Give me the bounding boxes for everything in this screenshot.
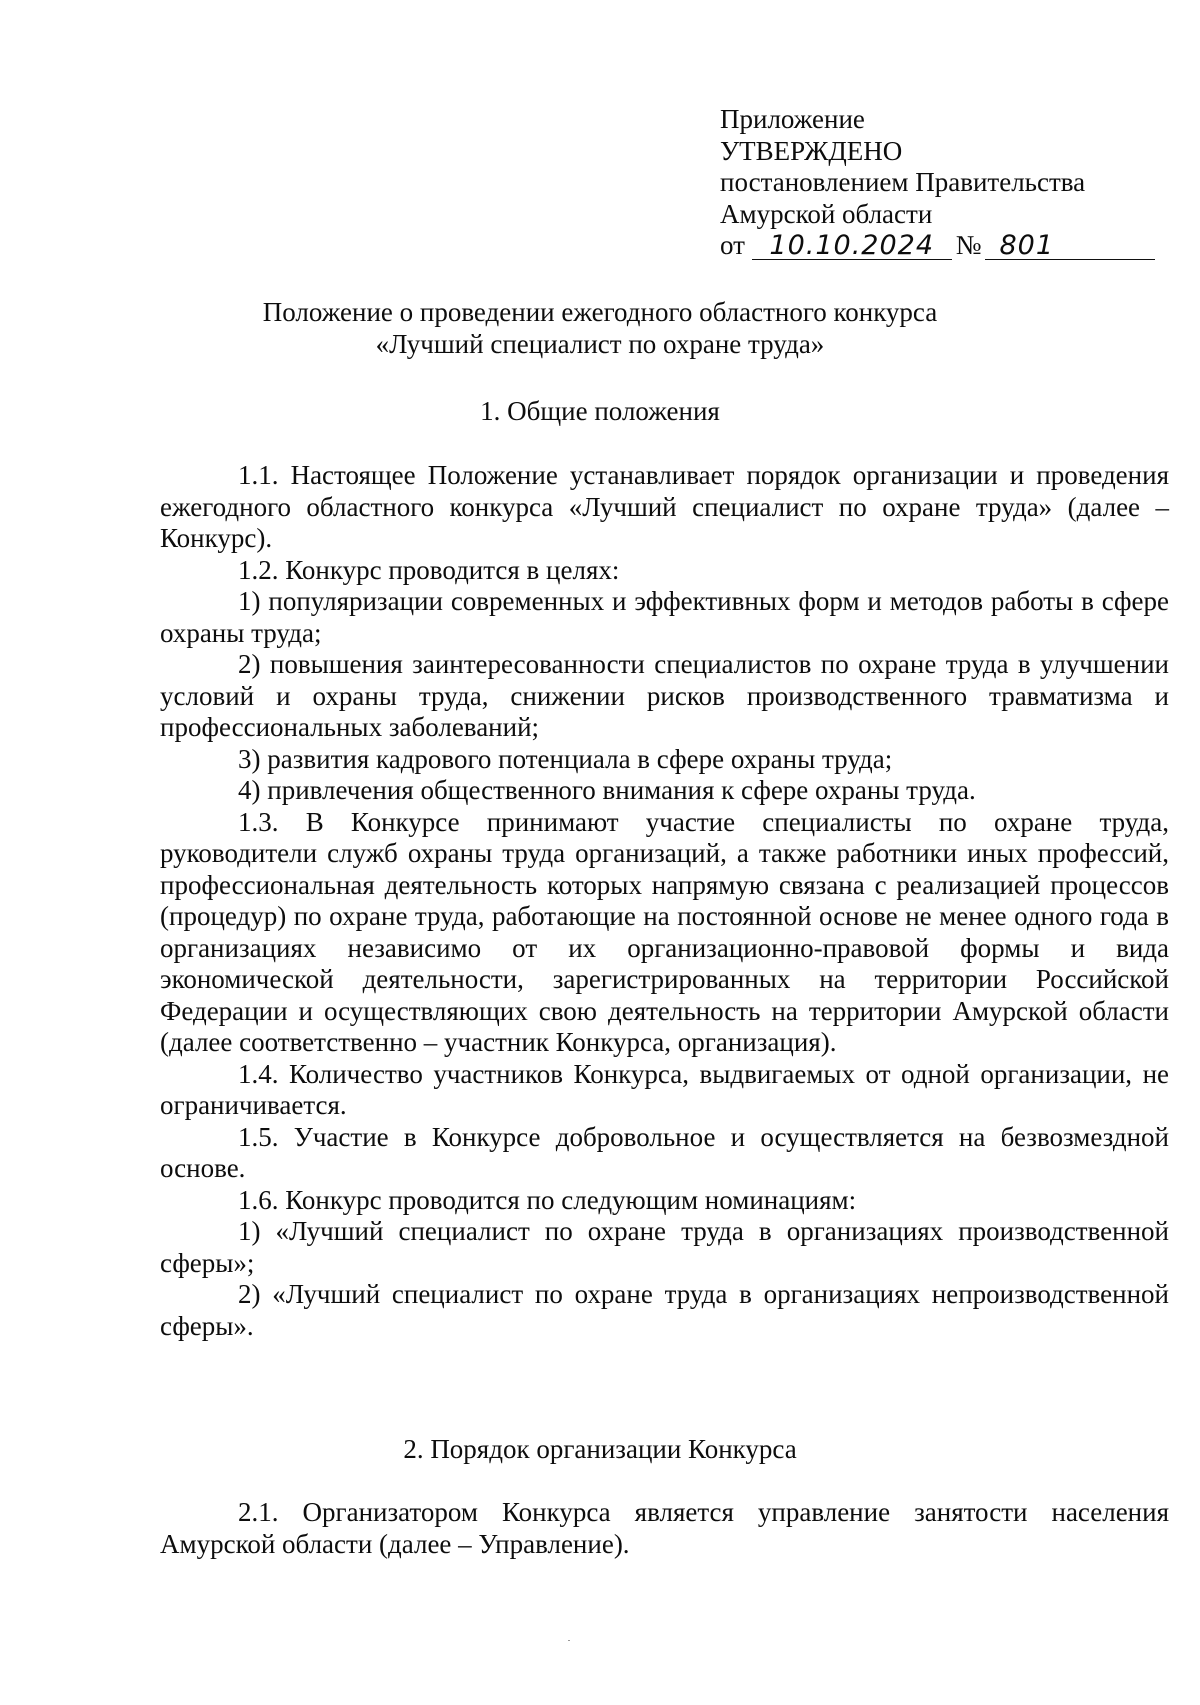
- paragraph-2-1: 2.1. Организатором Конкурса является управление занятости населения Амурской области (далее – Управление).: [160, 1497, 1169, 1559]
- section-2-body: [160, 1497, 1169, 1560]
- approval-line-appendix: Приложение: [720, 104, 865, 134]
- list-item-1-6-1: 1) «Лучший специалист по охране труда в организациях производственной сферы»;: [160, 1216, 1169, 1278]
- paragraph-1-2: 1.2. Конкурс проводится в целях:: [238, 554, 620, 585]
- approval-line-resolution: постановлением Правительства: [720, 167, 1086, 197]
- paragraph-1-3: 1.3. В Конкурсе принимают участие специалисты по охране труда, руководители служб охраны труда организаций, а также работники иных профессий, профессиональная деятельность которых напрямую связана с реализацией процессов (процедур) по охране труда, работающие на постоянной основе не менее одного года в организациях независимо от их организационно-правовой формы и вида экономической деятельности, зарегистрированных на территории Российской Федерации и осуществляющих свою деятельность на территории Амурской области (далее соответственно – участник Конкурса, организация).: [160, 806, 1169, 1057]
- scan-speck: [568, 1640, 570, 1641]
- approval-line-approved: УТВЕРЖДЕНО: [720, 135, 903, 166]
- list-item-1-2-3: 3) развития кадрового потенциала в сфере охраны труда;: [238, 743, 893, 774]
- document-title-line-2: «Лучший специалист по охране труда»: [375, 329, 825, 359]
- list-item-1-2-1: 1) популяризации современных и эффективных форм и методов работы в сфере охраны труда;: [160, 586, 1169, 648]
- section-1-body: [160, 460, 1169, 1342]
- paragraph-1-6: 1.6. Конкурс проводится по следующим номинациям:: [238, 1184, 857, 1215]
- paragraph-1-4: 1.4. Количество участников Конкурса, выдвигаемых от одной организации, не ограничивается.: [160, 1058, 1169, 1120]
- paragraph-1-5: 1.5. Участие в Конкурсе добровольное и осуществляется на безвозмездной основе.: [160, 1121, 1169, 1183]
- date-prefix: от: [720, 230, 745, 260]
- document-title: [160, 296, 1040, 360]
- handwritten-number: 801: [985, 233, 1155, 260]
- document-title-line-1: Положение о проведении ежегодного областного конкурса: [262, 297, 938, 327]
- approval-stamp: [720, 104, 1155, 262]
- handwritten-date: 10.10.2024: [752, 233, 952, 260]
- list-item-1-6-2: 2) «Лучший специалист по охране труда в организациях непроизводственной сферы».: [160, 1279, 1169, 1341]
- section-2-heading: 2. Порядок организации Конкурса: [403, 1434, 797, 1464]
- section-1-heading: 1. Общие положения: [480, 396, 720, 426]
- paragraph-1-1: 1.1. Настоящее Положение устанавливает порядок организации и проведения ежегодного областного конкурса «Лучший специалист по охране труда» (далее – Конкурс).: [160, 460, 1169, 553]
- approval-date-number-line: [720, 230, 1155, 262]
- list-item-1-2-4: 4) привлечения общественного внимания к сфере охраны труда.: [238, 775, 976, 805]
- number-sign: №: [955, 230, 982, 260]
- list-item-1-2-2: 2) повышения заинтересованности специалистов по охране труда в улучшении условий и охраны труда, снижении рисков производственного травматизма и профессиональных заболеваний;: [160, 649, 1169, 742]
- approval-line-region: Амурской области: [720, 198, 933, 229]
